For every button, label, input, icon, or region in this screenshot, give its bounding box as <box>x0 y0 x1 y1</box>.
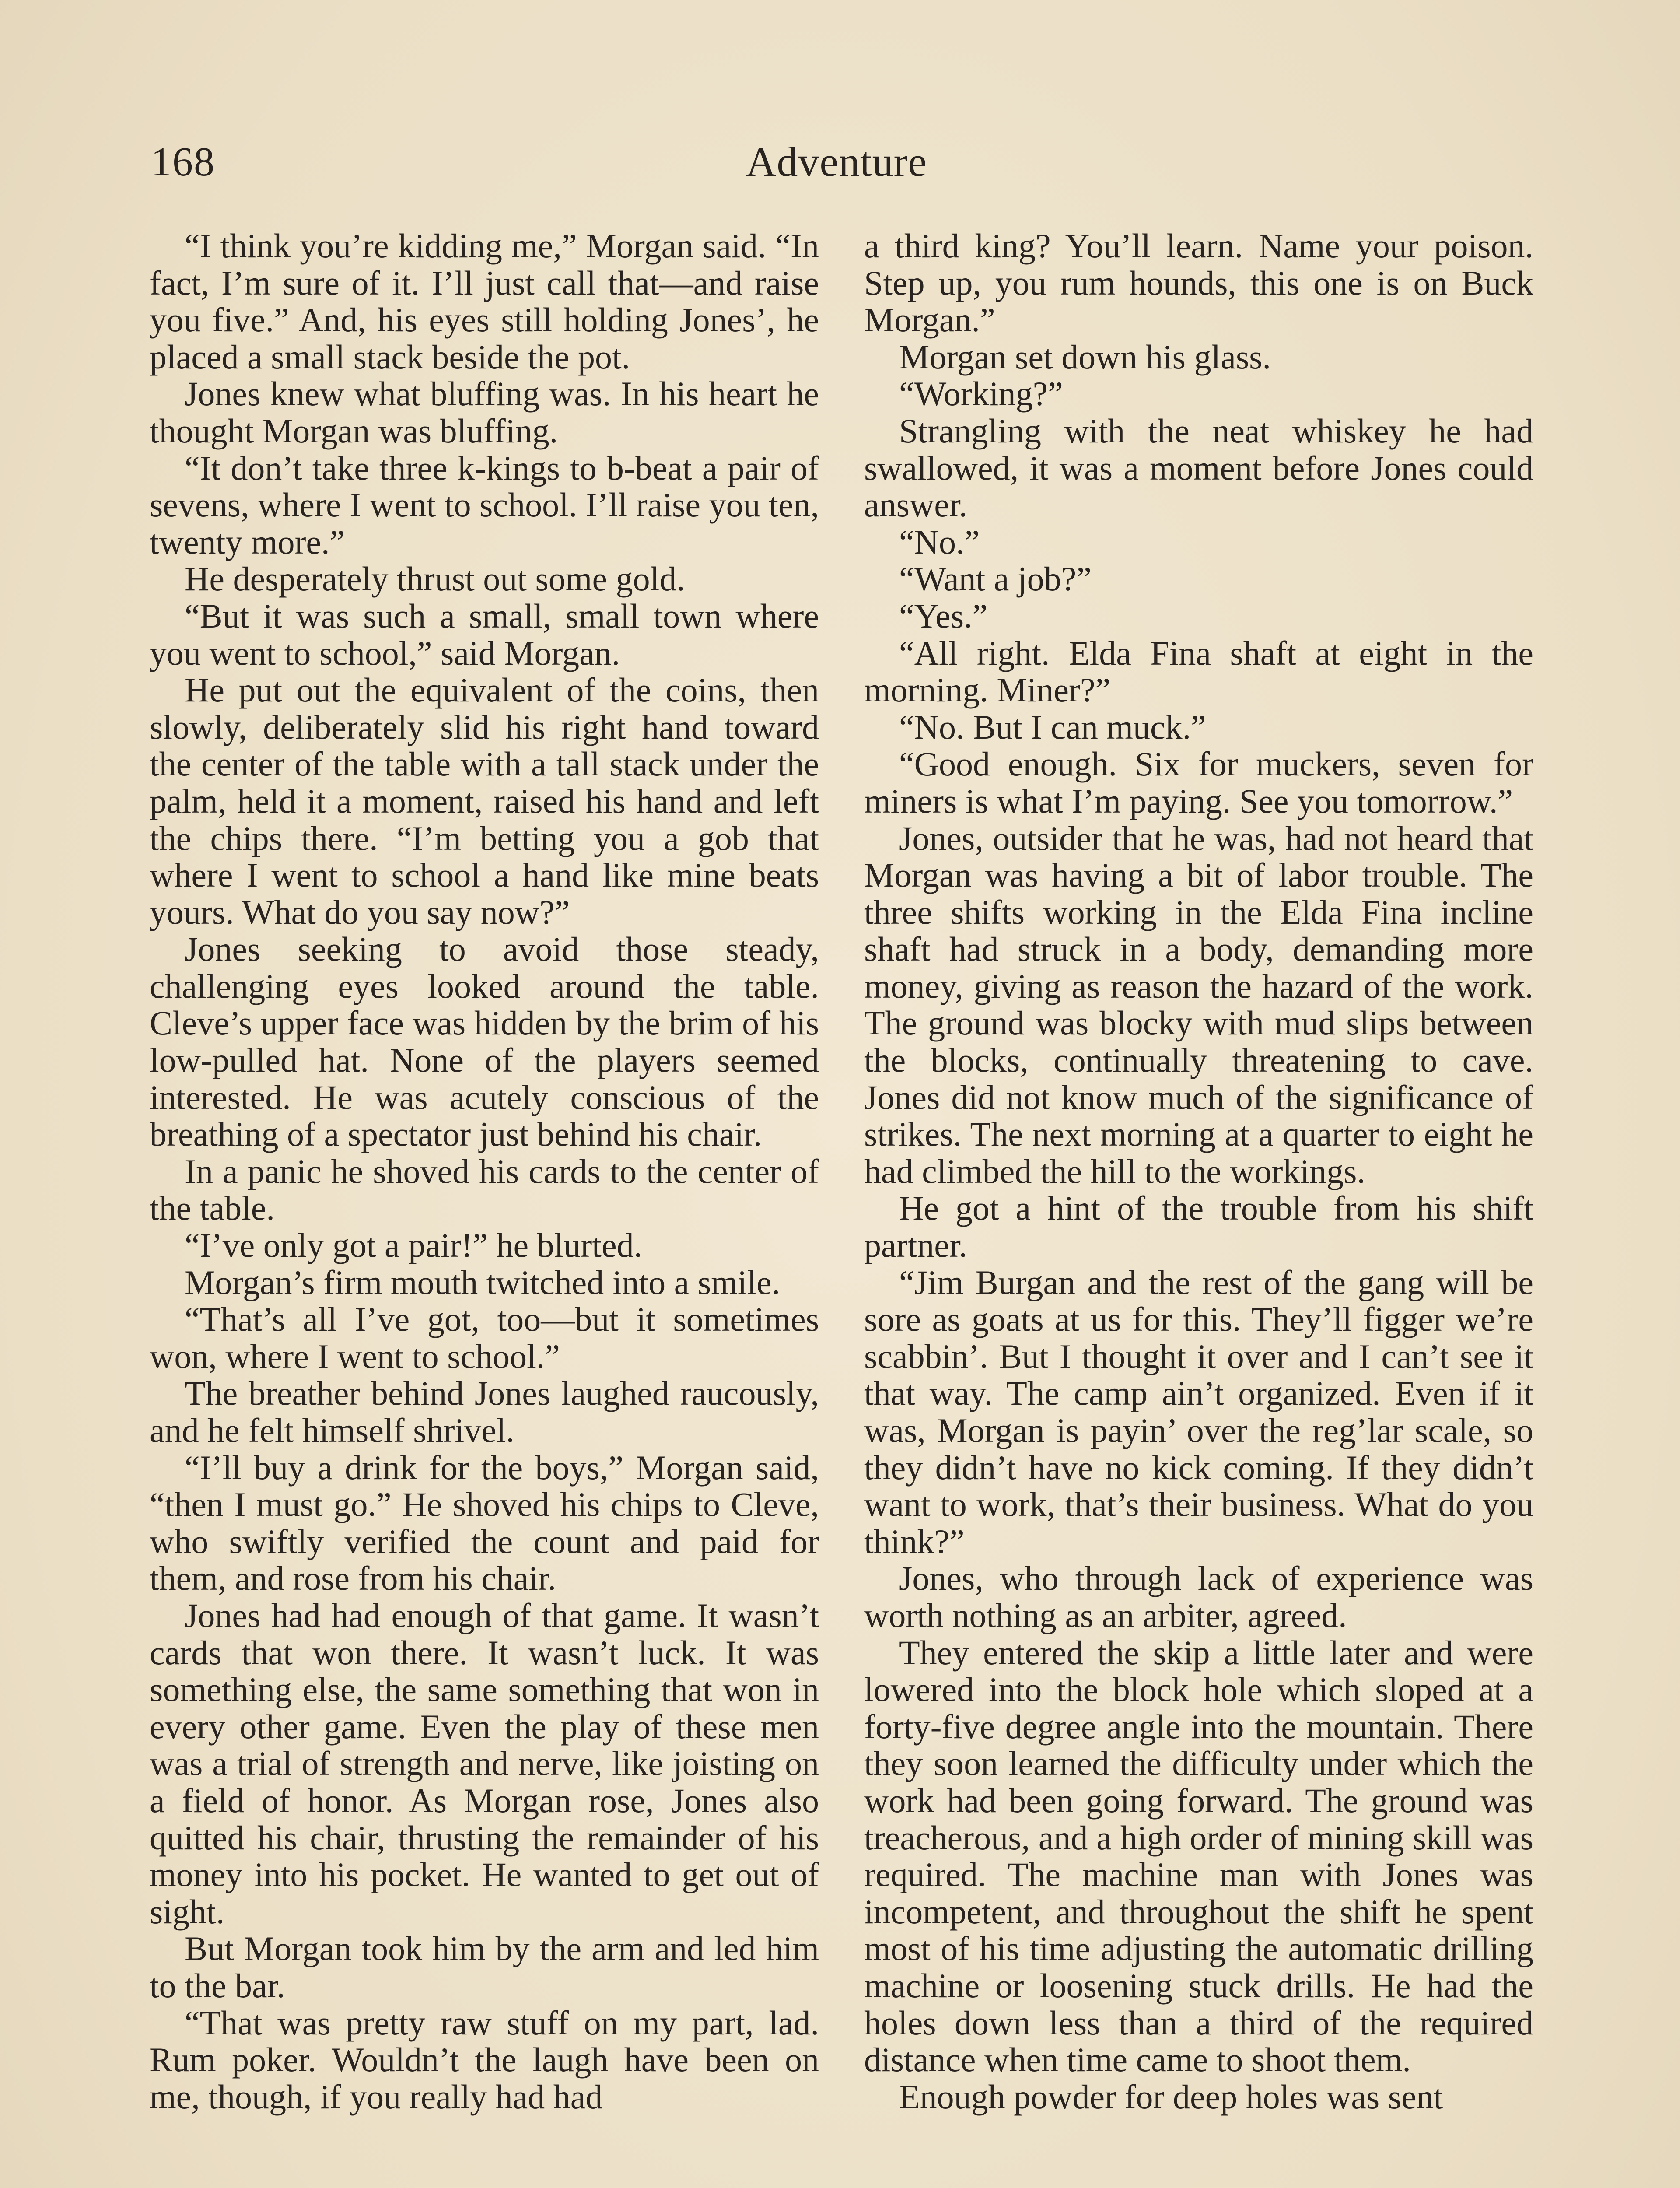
paragraph: Jones knew what bluffing was. In his heart he thought Morgan was bluffing. <box>150 375 819 450</box>
page-header <box>151 131 1538 193</box>
paragraph: “That was pretty raw stuff on my part, lad. Rum poker. Wouldn’t the laugh have been on me, though, if you really had had <box>150 2003 819 2116</box>
page-number: 168 <box>151 139 215 185</box>
paragraph: “I’ll buy a drink for the boys,” Morgan said, “then I must go.” He shoved his chips to Cleve, who swiftly verified the count and paid for them, and rose from his chair. <box>150 1448 819 1598</box>
paragraph: “All right. Elda Fina shaft at eight in the morning. Miner?” <box>864 634 1533 709</box>
paragraph: “Want a job?” <box>899 560 1092 598</box>
paragraph: “I think you’re kidding me,” Morgan said. “In fact, I’m sure of it. I’ll just call that—and raise you five.” And, his eyes still holding Jones’, he placed a small stack beside the pot. <box>150 228 819 376</box>
paragraph: He put out the equivalent of the coins, then slowly, deliberately slid his right hand toward the center of the table with a tall stack under the palm, held it a moment, raised his hand and left the chips there. “I’m betting you a gob that where I went to school a hand like mine beats yours. What do you say now?” <box>150 671 819 931</box>
paragraph: Morgan’s firm mouth twitched into a smile. <box>185 1263 780 1301</box>
paragraph: Morgan set down his glass. <box>899 337 1271 376</box>
continued-paragraph: a third king? You’ll learn. Name your poison. Step up, you rum hounds, this one is on Buck Morgan.” <box>864 228 1533 339</box>
paragraph: Enough powder for deep holes was sent <box>899 2077 1443 2116</box>
paragraph: “It don’t take three k-kings to b-beat a pair of sevens, where I went to school. I’ll raise you ten, twenty more.” <box>150 449 819 561</box>
paragraph: “Jim Burgan and the rest of the gang will be sore as goats at us for this. They’ll figger we’re scabbin’. But I thought it over and I can’t see it that way. The camp ain’t organized. Even if it was, Morgan is payin’ over the reg’lar scale, so they didn’t have no kick coming. If they didn’t want to work, that’s their business. What do you think?” <box>864 1263 1533 1560</box>
paragraph: Jones, outsider that he was, had not heard that Morgan was having a bit of labor trouble. The three shifts working in the Elda Fina incline shaft had struck in a body, demanding more money, giving as reason the hazard of the work. The ground was blocky with mud slips between the blocks, continually threatening to cave. Jones did not know much of the significance of strikes. The next morning at a quarter to eight he had climbed the hill to the workings. <box>864 819 1533 1190</box>
paragraph: “I’ve only got a pair!” he blurted. <box>185 1226 643 1265</box>
paragraph: Jones, who through lack of experience was worth nothing as an arbiter, agreed. <box>864 1559 1533 1634</box>
paragraph: Jones had had enough of that game. It wasn’t cards that won there. It wasn’t luck. It was something else, the same something that won in every other game. Even the play of these men was a trial of strength and nerve, like joisting on a field of honor. As Morgan rose, Jones also quitted his chair, thrusting the remainder of his money into his pocket. He wanted to get out of sight. <box>150 1596 819 1931</box>
left-column <box>150 228 819 2188</box>
paragraph: But Morgan took him by the arm and led him to the bar. <box>150 1929 819 2005</box>
paragraph: “But it was such a small, small town where you went to school,” said Morgan. <box>150 596 819 672</box>
paragraph: “Good enough. Six for muckers, seven for miners is what I’m paying. See you tomorrow.” <box>864 745 1533 820</box>
paragraph: They entered the skip a little later and were lowered into the block hole which sloped at a forty-five degree angle into the mountain. There they soon learned the difficulty under which the work had been going forward. The ground was treacherous, and a high order of mining skill was required. The machine man with Jones was incompetent, and throughout the shift he spent most of his time adjusting the automatic drilling machine or loosening stuck drills. He had the holes down less than a third of the required distance when time came to shoot them. <box>864 1633 1533 2079</box>
paragraph: “Yes.” <box>899 596 988 635</box>
paragraph: He got a hint of the trouble from his shift partner. <box>864 1189 1533 1265</box>
paragraph: In a panic he shoved his cards to the center of the table. <box>150 1152 819 1227</box>
paragraph: “No. But I can muck.” <box>899 708 1206 746</box>
paragraph: He desperately thrust out some gold. <box>185 560 685 598</box>
paragraph: “That’s all I’ve got, too—but it sometimes won, where I went to school.” <box>150 1300 819 1375</box>
running-title: Adventure <box>746 138 928 185</box>
right-column <box>864 228 1533 2188</box>
paragraph: The breather behind Jones laughed raucously, and he felt himself shrivel. <box>150 1374 819 1449</box>
paragraph: Jones seeking to avoid those steady, challenging eyes looked around the table. Cleve’s upper face was hidden by the brim of his low-pulled hat. None of the players seemed interested. He was acutely conscious of the breathing of a spectator just behind his chair. <box>150 930 819 1154</box>
paragraph: “No.” <box>899 522 980 561</box>
paragraph: “Working?” <box>899 375 1063 413</box>
paragraph: Strangling with the neat whiskey he had swallowed, it was a moment before Jones could answer. <box>864 411 1533 524</box>
